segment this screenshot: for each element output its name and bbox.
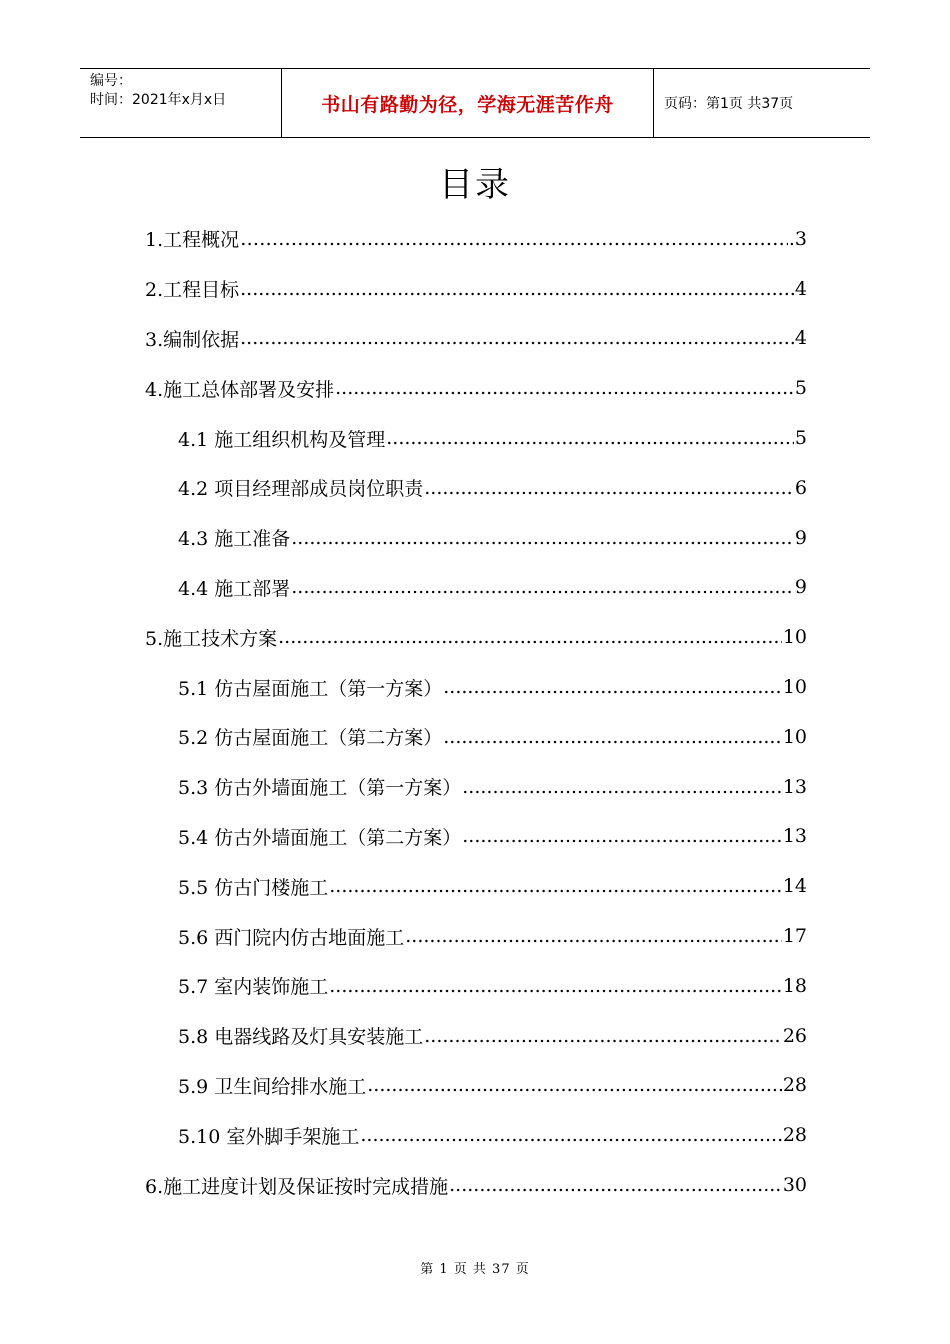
page-footer: 第 1 页 共 37 页 [420, 1262, 530, 1277]
header-motto: 书山有路勤为径，学海无涯苦作舟 [282, 69, 654, 137]
toc-entry-label: 5.1 仿古屋面施工（第一方案） [178, 677, 443, 700]
toc-leader [462, 776, 782, 798]
toc-entry-label: 1.工程概况 [145, 229, 240, 252]
toc-leader [335, 377, 794, 399]
toc-entry[interactable] [145, 363, 807, 413]
toc-leader [240, 327, 794, 349]
toc-subentry[interactable] [145, 1110, 807, 1160]
toc-leader [291, 576, 794, 598]
toc-entry-page: 10 [782, 626, 807, 649]
toc-entry-label: 5.施工技术方案 [145, 627, 278, 650]
toc-entry-page: 30 [782, 1174, 807, 1197]
toc-entry-page: 13 [782, 775, 807, 798]
toc-entry-page: 18 [782, 974, 807, 997]
toc-entry-page: 10 [782, 676, 807, 699]
toc-entry-page: 14 [782, 875, 807, 898]
toc-entry-label: 5.3 仿古外墙面施工（第一方案） [178, 777, 462, 800]
toc-entry-page: .3 [788, 227, 807, 250]
toc-leader [443, 676, 782, 698]
toc-leader [278, 626, 782, 648]
toc-entry-label: 5.5 仿古门楼施工 [178, 876, 329, 899]
toc-entry-page: 26 [782, 1024, 807, 1047]
toc-subentry[interactable] [145, 861, 807, 911]
toc-entry-page: 9 [794, 576, 807, 599]
toc-subentry[interactable] [145, 1061, 807, 1111]
toc-subentry[interactable] [145, 513, 807, 563]
toc-leader [449, 1174, 782, 1196]
toc-entry-label: 6.施工进度计划及保证按时完成措施 [145, 1175, 449, 1198]
toc-leader [240, 228, 788, 250]
table-of-contents [145, 214, 807, 1210]
number-label: 编号： [90, 73, 132, 89]
toc-leader [329, 875, 782, 897]
toc-entry-page: 13 [782, 825, 807, 848]
toc-entry-label: 5.8 电器线路及灯具安装施工 [178, 1026, 424, 1049]
toc-subentry[interactable] [145, 1011, 807, 1061]
toc-entry-page: 10 [782, 725, 807, 748]
toc-leader [424, 477, 794, 499]
toc-entry[interactable] [145, 1160, 807, 1210]
toc-leader [367, 1074, 782, 1096]
toc-leader [386, 427, 794, 449]
toc-entry-page: 4 [794, 327, 807, 350]
toc-entry[interactable] [145, 214, 807, 264]
header-meta [80, 69, 282, 137]
toc-subentry[interactable] [145, 911, 807, 961]
toc-subentry[interactable] [145, 662, 807, 712]
toc-leader [462, 825, 782, 847]
toc-leader [240, 278, 794, 300]
toc-entry-page: 5 [794, 427, 807, 450]
toc-entry-label: 5.6 西门院内仿古地面施工 [178, 926, 405, 949]
toc-entry-page: 28 [782, 1124, 807, 1147]
toc-leader [405, 925, 782, 947]
toc-entry-label: 5.10 室外脚手架施工 [178, 1125, 360, 1148]
toc-entry-label: 4.2 项目经理部成员岗位职责 [178, 478, 424, 501]
toc-entry-page: 28 [782, 1074, 807, 1097]
toc-entry-label: 5.7 室内装饰施工 [178, 976, 329, 999]
toc-leader [329, 975, 782, 997]
toc-entry-page: 4 [794, 277, 807, 300]
header-page-info: 页码：第1页 共37页 [664, 96, 794, 112]
toc-entry-page: 5 [794, 377, 807, 400]
toc-entry-label: 4.施工总体部署及安排 [145, 378, 335, 401]
toc-entry-label: 5.2 仿古屋面施工（第二方案） [178, 727, 443, 750]
time-label: 时间：2021年x月x日 [90, 92, 227, 108]
toc-entry-page: 9 [794, 526, 807, 549]
page-title: 目录 [439, 165, 511, 205]
toc-entry-page: 17 [782, 925, 807, 948]
toc-entry-label: 2.工程目标 [145, 279, 240, 302]
toc-entry-label: 4.1 施工组织机构及管理 [178, 428, 386, 451]
toc-subentry[interactable] [145, 413, 807, 463]
toc-entry-label: 5.4 仿古外墙面施工（第二方案） [178, 826, 462, 849]
toc-entry-page: 6 [794, 476, 807, 499]
toc-subentry[interactable] [145, 712, 807, 762]
toc-entry[interactable] [145, 612, 807, 662]
toc-entry-label: 3.编制依据 [145, 328, 240, 351]
toc-entry[interactable] [145, 264, 807, 314]
toc-leader [360, 1124, 781, 1146]
toc-subentry[interactable] [145, 563, 807, 613]
toc-entry[interactable] [145, 314, 807, 364]
toc-leader [291, 527, 794, 549]
toc-subentry[interactable] [145, 762, 807, 812]
toc-entry-label: 4.4 施工部署 [178, 577, 291, 600]
toc-leader [424, 1025, 782, 1047]
toc-subentry[interactable] [145, 463, 807, 513]
toc-entry-label: 5.9 卫生间给排水施工 [178, 1075, 367, 1098]
toc-subentry[interactable] [145, 961, 807, 1011]
toc-entry-label: 4.3 施工准备 [178, 528, 291, 551]
document-header [80, 68, 870, 138]
toc-leader [443, 726, 782, 748]
toc-subentry[interactable] [145, 812, 807, 862]
